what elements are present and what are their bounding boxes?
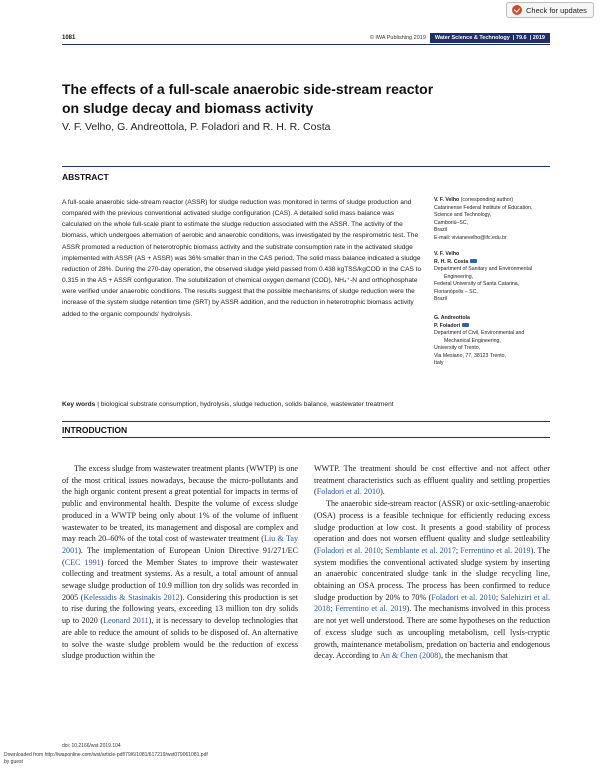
paragraph-text: ; — [330, 604, 336, 614]
paragraph-text: ). The implementation of European Union Directive 91/271/EC ( — [62, 545, 298, 567]
body-column-left — [62, 463, 298, 662]
paragraph-text: ; — [455, 545, 461, 555]
affiliation-author: G. Andreottola — [434, 315, 470, 321]
citation-link[interactable]: CEC 1991 — [64, 557, 101, 567]
affiliation-3 — [434, 315, 560, 368]
affiliation-line: Brazil — [434, 227, 447, 233]
paragraph-text: ). The mechanisms involved in this process are not yet well understood. There are some hypotheses on the reduction of excess sludge such as uncoupling metabolism, cell lysis-cryptic growth, maintenance metabolism, predation on bacteria and endogenous decay. According to — [314, 604, 550, 661]
paragraph-text: WWTP. The treatment should be cost effective and not affect other treatment characteristics such as effluent quality and settling properties ( — [314, 464, 550, 497]
check-for-updates-button[interactable] — [506, 2, 594, 18]
corresponding-note: (corresponding author) — [459, 197, 514, 203]
affiliation-line: Brazil — [434, 296, 447, 302]
paragraph-text: ) forced the Member States to improve their wastewater collecting and treatment systems. As a result, a total amount of annual sewage sludge production of 10.9 million ton dry solids was recorded in 2005 ( — [62, 557, 298, 602]
affiliation-line: University of Trento, — [434, 345, 481, 351]
doi-text[interactable]: doi: 10.2166/wst.2019.104 — [62, 743, 121, 749]
paragraph-text: ; — [495, 592, 501, 602]
paragraph — [62, 463, 298, 662]
affiliation-author: V. F. Velho — [434, 197, 460, 203]
affiliation-line: Department of Civil, Environmental and — [434, 330, 525, 336]
paragraph-text: ). Considering this production is set to rise during the following years, exceeding 13 million ton dry solids up to 2020 ( — [62, 592, 298, 626]
paragraph-text: ). — [380, 487, 385, 497]
citation-link[interactable]: An & Chen (2008) — [380, 651, 441, 661]
abstract-heading: ABSTRACT — [62, 172, 109, 182]
citation-link[interactable]: Salehiziri et al. 2018 — [314, 592, 550, 614]
paragraph — [314, 463, 550, 498]
download-guest: by guest — [4, 758, 23, 765]
paragraph-text: The anaerobic side-stream reactor (ASSR) or oxic-settling-anaerobic (OSA) process is a feasible technique for efficiently reducing excess sludge production at low cost. It presents a good stability of process operation and does not worsen effluent quality and sludge settleability ( — [314, 499, 550, 555]
keywords-label: Key words — [62, 401, 96, 408]
affiliation-email[interactable]: E-mail: vivianevelho@ifc.edu.br — [434, 234, 507, 241]
introduction-heading: INTRODUCTION — [62, 425, 128, 435]
paragraph-text: ). The system modifies the conventional activated sludge system by inserting an anaerobic concentrated sludge tank in the sludge recycling line, obtaining an OSA process. The process has been confirmed to reduce sludge production by 20% to 70% ( — [314, 545, 550, 602]
affiliation-line: Department of Sanitary and Environmental — [434, 266, 533, 272]
orcid-icon[interactable] — [470, 259, 477, 263]
check-icon — [512, 5, 522, 15]
citation-link[interactable]: Ferrentino et al. 2019 — [460, 545, 531, 555]
affiliation-author: P. Foladori — [434, 322, 461, 329]
affiliation-author: R. H. R. Costa — [434, 258, 469, 265]
paragraph-text: The excess sludge from wastewater treatment plants (WWTP) is one of the most critical issues nowadays, because the micro-pollutants and the high organic content present a great potential for impacts in terms of public and environmental health. Despite the volume of excess sludge produced in a WWTP being only about 1% of the volume of influent wastewater to be treated, its management and disposal are complex and may reach 20–60% of the total cost of wastewater treatment ( — [62, 464, 298, 544]
affiliation-line: Camboriú–SC, — [434, 219, 469, 226]
affiliation-1 — [434, 197, 560, 242]
citation-link[interactable]: Liu & Tay 2001 — [62, 534, 298, 555]
introduction-underline — [62, 437, 550, 438]
introduction-rule — [62, 421, 550, 422]
article-title: The effects of a full-scale anaerobic side-stream reactor on sludge decay and biomass activity — [62, 81, 434, 116]
page-number: 1081 — [62, 35, 76, 41]
affiliation-line: Via Mesiano, 77, 38123 Trento, — [434, 352, 507, 359]
download-url[interactable]: Downloaded from http://iwaponline.com/wst/article-pdf/79/6/1081/617219/wst079061081.pdf — [4, 752, 208, 758]
affiliation-line: Italy — [434, 360, 444, 366]
paragraph-text: ), it is necessary to develop technologies that are able to reduce the amount of solids to be disposed of. An alternative to solve the waste sludge problem would be the reduction of excess sludge production within the — [62, 616, 298, 661]
affiliation-line: Engineering, — [444, 273, 474, 280]
citation-link[interactable]: Foladori et al. 2010 — [316, 545, 381, 555]
running-header — [370, 33, 550, 43]
journal-badge: Water Science & Technology | 79.6 | 2019 — [430, 33, 550, 43]
affiliation-line: Mechanical Engineering, — [444, 337, 501, 344]
citation-link[interactable]: Foladori et al. 2010 — [316, 487, 381, 497]
affiliation-line: Science and Technology, — [434, 212, 492, 218]
body-column-right — [314, 463, 550, 662]
affiliation-line: Catarinense Federal Institute of Education, — [434, 204, 533, 211]
citation-link[interactable]: Kelessidis & Stasinakis 2012 — [83, 592, 180, 602]
header-rule — [62, 44, 550, 45]
citation-link[interactable]: Leonard 2011 — [103, 616, 149, 626]
journal-year: 2019 — [532, 35, 545, 41]
orcid-icon[interactable] — [462, 323, 469, 327]
abstract-text: A full-scale anaerobic side-stream reactor (ASSR) for sludge reduction was monitored in terms of sludge production and compared with the previous conventional activated sludge configuration (CAS). A detailed solid mass balance was calculated on the whole full-scale plant to estimate the sludge reduction associated with the ASSR. The activity of the biomass, which undergoes alternation of aerobic and anaerobic conditions, was investigated by the respirometric test. The ASSR promoted a reduction of heterotrophic biomass activity and the substrate consumption rate in the activated sludge implemented with ASSR (AS + ASSR) was 36% smaller than in the CAS period. The solid mass balance indicated a sludge reduction of 28%. During the 270-day operation, the observed sludge yield passed from 0.438 kgTSS/kgCOD in the CAS to 0.315 in the AS + ASSR configuration. The solubilization of chemical oxygen demand (COD), NH₄⁺-N and orthophosphate were verified under anaerobic conditions. The results suggest that the possible mechanisms of sludge reduction were the increase of the system sludge retention time (SRT) by ASSR addition, and the reduction in heterotrophic biomass activity added to the organic compounds' hydrolysis. — [62, 199, 422, 318]
affiliation-line: Florianópolis – SC, — [434, 288, 478, 295]
keywords-text: biological substrate consumption, hydrolysis, sludge reduction, solids balance, wastewater treatment — [100, 401, 394, 408]
abstract-rule — [62, 166, 550, 167]
paragraph-text: ; — [380, 545, 386, 555]
author-list: V. F. Velho, G. Andreottola, P. Foladori and R. H. R. Costa — [62, 121, 331, 133]
journal-volume: 79.6 — [515, 35, 527, 41]
keywords-block: Key words | biological substrate consumption, hydrolysis, sludge reduction, solids balance, wastewater treatment — [62, 401, 394, 408]
citation-link[interactable]: Foladori et al. 2010 — [431, 592, 496, 602]
journal-name: Water Science & Technology — [434, 35, 510, 41]
citation-link[interactable]: Semblante et al. 2017 — [385, 545, 456, 555]
affiliation-author: V. F. Velho — [434, 251, 460, 257]
paragraph — [314, 498, 550, 662]
affiliation-2 — [434, 251, 560, 304]
citation-link[interactable]: Ferrentino et al. 2019 — [335, 604, 407, 614]
paragraph-text: , the mechanism that — [440, 651, 508, 661]
check-for-updates-label: Check for updates — [526, 5, 587, 15]
publisher-text: © IWA Publishing 2019 — [369, 35, 426, 41]
download-footer — [4, 752, 208, 765]
affiliation-line: Federal University of Santa Catarina, — [434, 281, 520, 287]
